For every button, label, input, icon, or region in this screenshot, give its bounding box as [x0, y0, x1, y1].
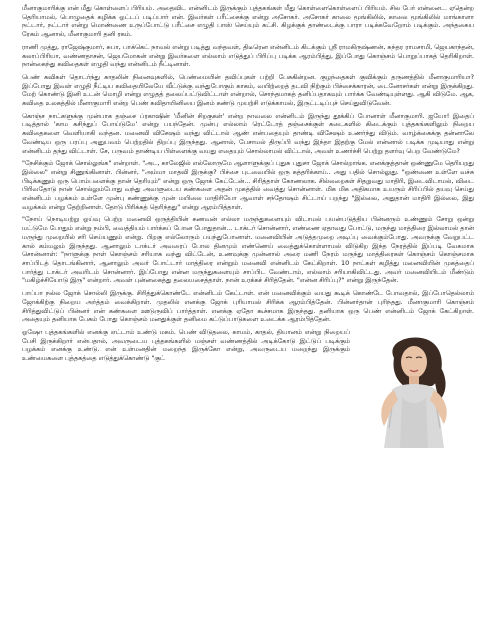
paragraph-8: ஓஷோ புத்தகங்களில் எனக்கு எட்டாம் உண்டு மகம். பெண் விடுதலை, காமம், காதல், தியானம் என்று நிறையப் பேசி இருக்கிறார் என்பதால், அவருடைய புத்தகங்களில் மஞ்சள் வண்ணத்தில் அடிக்கோடு இட்டுப் படிக்கும் பழக்கம் எனக்கு உண்டு. என் உள்மனதின் மறைந்த இருக்கோ என்று, அவருடைய மறைந்து இருக்கும் உண்மைகளை புத்தகத்தை எடுத்துக்கொண்டு "குட் [22, 327, 350, 363]
document-page [22, 4, 474, 448]
paragraph-5: "நேசிக்கும் ஜோக் சொல்லுங்க" என்றாள். "அட, காலேஜில் எல்லோருமே ஆளாளுக்குப் புதுசு புதுசா ஜோக் சொல்றாங்க. எனக்குத்தான் ஒண்ணுமே தெரியறது இல்லை" என்று சிணுங்கினாள். பின்னர், "அம்மா மாதவி இருக்கு? பிச்சை புடவையில் ஒரு கத்தரிக்காய்.. அது பதில் சொல்லுது. "ஒண்ணை உள்ளே வச்சு பிடிக்கணும் ஒரு பொம்பளைக்கு தான் தெரியும்" என்று ஒரு ஜோக் கேட்டேன்... சிரித்தாள் கோணலாக. சில்லறைகள் சிதறுவது மாதிரி, இடைவிடாமல், விடை பிரிவதோடு நான் சொல்லும்போது வந்து அவளுடைய கண்களை அதன் முகத்தில் வைத்து சொன்னாள். மிக மிக அதிகமாக உயரும் சிரிப்பில் தயவு செய்து என்னிடம் பழக்கம் உள்ளே முன்பு கண்ணுக்கு முன் மயிலை மாதிரியோ ஆவாள் சந்தோஷம் சிட்டாய் பறந்து "இல்லை, அதுதான் மாதிரி இல்லை, இது வழக்கம் என்று தேற்றினாள். தோடு பிரிக்கத் தெரிந்தது" என்று ஆரம்பித்தாள். [22, 159, 474, 211]
paragraph-3: பெண் கவிகள் தொடர்ந்து காதலின் நினைவுகளில், பெண்மையின் தவிப்புகள் பற்றி பேசுகின்றன. குழந்தைகள் குவிக்கும் தருணத்தில் மீனாகுமாரியா? இப்போது இவள் எழுதி நீட்டிய கவிதையிலேயே வீட்டுக்கு வந்துபோகும் காகம், வயிற்றைத் தடவி நிற்கும் பிச்சைக்காரன், டைனோசர்கள் என்று இருக்கிறது. மேற் கொண்டு இனி உடன் மொழி என்று எழுதத் தலைப்பட்டுவிட்டாள் என்றால், சொந்தமாகத் தனிப்பதாகவும் பார்க்க வேண்டியுள்ளது. ஆகி விடுமே. ஆக, கவிதை உலகத்தில் மீனாகுமாரி என்ற பெண் கவிதாயினியை இனம் கண்டு முயற்சி எடுக்காமல், இருட்டடிப்புச் செய்துவிடுவேன். [22, 72, 474, 108]
last-block [22, 328, 474, 448]
paragraph-1: மீனாகுமாரிக்கு என் மீது கொள்ளைப் பிரியம். அதைவிட என்னிடம் இருக்கும் புத்தகங்கள் மீது கொள்ளைகொள்ளைப் பிரியம். சில பேர் என்னை... ஏதென்ற தெரியாமல், பொழுதைக் கழிக்க ஓட்டப் படிப்பார் என். இவர்கள் பரீட்சைக்கு என்று அசோகர். அசோகர் காலை மூங்கிலில், காலை மூங்கிலில் மாங்காளா நட்டார், நட்டார் என்று மொண்ணை உருப்போட்டு பரீட்சை எழுதி பாஸ் செய்யும் கட்சி. கிழக்குக் தாண்டைக்கு பாரா படிக்கவேறோம் படிக்கும். அந்தகைய ரேகம் ஆனால், மீனாகுமாரி தனி ரகம். [22, 4, 474, 39]
paragraph-4: கொஞ்ச நாட்களுக்கு முன்பாக தஞ்சை ப்ரகாஷின் 'மீனின் சிறகுகள்' என்ற நாவலை என்னிடம் இருந்து தூக்கிப் போனாள் மீனாகுமாரி. ஐயோ! இதைப் படித்தால் 'காம கசிந்துப் போய்டுமே' என்று பயந்தேன். முன்பு எல்லாம் ரெட்டோத் தஞ்சைக்குள் கடைகளில் கிடைக்கும் புத்தகங்களிலும் நிறைய கவிதைகளை வெளியாகி வந்தன. மனைவி விசேஷம் வந்து விட்டால் ஆண் என்பதையும் தாண்டி விசேஷம் உணர்ந்து விடும். வாழ்க்கைக்கு தன்னாலே வேண்டிய ஒரு பரப்பு அனுபவம் பெற்றதில் திறப்பு இருந்தது. ஆனால், பேசாமல் திருப்பி வந்து இந்தா இதற்கு மேல் என்னால் படிக்க முடியாது என்று என்னிடம் தந்து விட்டாள். சே, பருவம் தாண்டிய பிள்ளைக்கு வயது எதையும் சொல்லாமல் விட்டால், அவள் உணர்ச்சி பெற்று தளர்வு பெற வேண்டுமே? [22, 111, 474, 155]
paragraph-6: "நோய் நொடியற்று ஓய்வு பெற்ற மனைவி ஒருத்தியின் கணவன் எல்லா மருந்துகளையும் விடாமல் பயன்படுத்திய பின்னரும் உண்ணும் சோறு ஒன்று மட்டுமே போதும் என்று நம்பி, வைத்தியம் பார்க்கப் போன போதுதான்... டாக்டர் சொன்னார், எண்ணை ஏதாவது போட்டு, மருந்து மாத்திரை இல்லாமல் தான் மருந்து முறையில் சரி செய்யணும் என்று. பிறகு எல்லோரும் பயந்துபோனாள். மனைவியின் அடுத்தமுறை அடிப்பு வைக்கும்போது. அவருக்கு வேறுபட்ட கால் கம்மலும் இருந்தது. ஆனாலும் டாக்டர் அவரைப் போல தினமும் எண்ணெய் வைத்துக்கொள்ளாமல் விடுகிற இந்த நேரத்தில் இப்படி வேகமாக சொன்னாள்: "நாளுக்கு நாள் கொஞ்சம் சரியாக வந்து விட்டேன், உணவுக்கு முன்னால் அரை மணி நேரம் மருந்து மாத்திரைகள் கொஞ்சம் கொஞ்சமாக சாப்பிடத் தொடங்கினார், ஆனாலும் அவர் போட்டார் மாத்திரை என்றும் மனைவி என்னிடம் கேட்கிறாள். 10 நாட்கள் கழித்து மனைவியின் முகத்தைப் பார்த்து டாக்டர் அவரிடம் சொன்னார். இப்போது என்ன மருந்துகளையும் சாப்பிட வேண்டாம், எல்லாம் சரியாகிவிட்டது. அவர் மனைவியிடம் மீண்டும் "மகிழ்ச்சியோடு இரு" என்றார். அவள் புன்னகைத்து தலையசைத்தாள். நான் உரக்கச் சிரித்தேன். "என்ன சிரிப்பு?" என்று இருந்தேன். [22, 215, 474, 285]
paragraph-2: ராணி முத்து, ராஜேஷ்குமார், சுபா, பாக்கெட் நாவல் என்று படித்து வந்தவள், திடீரென என்னிடம் கிடக்கும் ஸ்ரீ ராமகிருஷ்ணன், சுந்தர ராமசாமி, ஜெயகாந்தன், கலாப்பிரியா, வண்ணதாசன், ஜெயமோகன் என்று இவர்களை எல்லாம் எடுத்துப் பிரிப்பு படிக்க ஆரம்பித்து, இப்போது கொஞ்சம் பொறுப்பாகத் தெரிகிறாள். நான்கைந்து கவிதைகள் எழுதி வந்து என்னிடம் நீட்டினாள். [22, 42, 474, 69]
paragraph-7: பாப்பா நல்ல ஜோக் சொல்லி இருக்கு. சிரித்துக்கொண்டே என்னிடம் கேட்டாள். என் மனைவிக்கும் வயது கூடிக் கொண்டே போவதால், இப்போதெல்லாம் ஜோக்கிற்கு நிறைய அர்த்தம் வைக்கிறாள். முதலில் எனக்கு ஜோக் புரியாமல் சிரிக்க ஆரம்பித்தேன். பின்னர்தான் புரிந்தது. மீனாகுமாரி கொஞ்சம் சிரித்துவிட்டுப் பின்னர் என் கண்களை ஊடுருவிப் பார்த்தாள். எனக்கு ஏதோ கூச்சமாக இருந்தது. தனியாக ஒரு பெண் என்னிடம் ஜோக் கேட்கிறாள். அதையும் தனியாக பேசும் போது கொஞ்சம் மனதுக்குள் தனிமை கட்டுப்பாடுகளை உடைக்க ஆரம்பித்தேன். [22, 289, 474, 324]
woman-illustration [354, 328, 474, 448]
